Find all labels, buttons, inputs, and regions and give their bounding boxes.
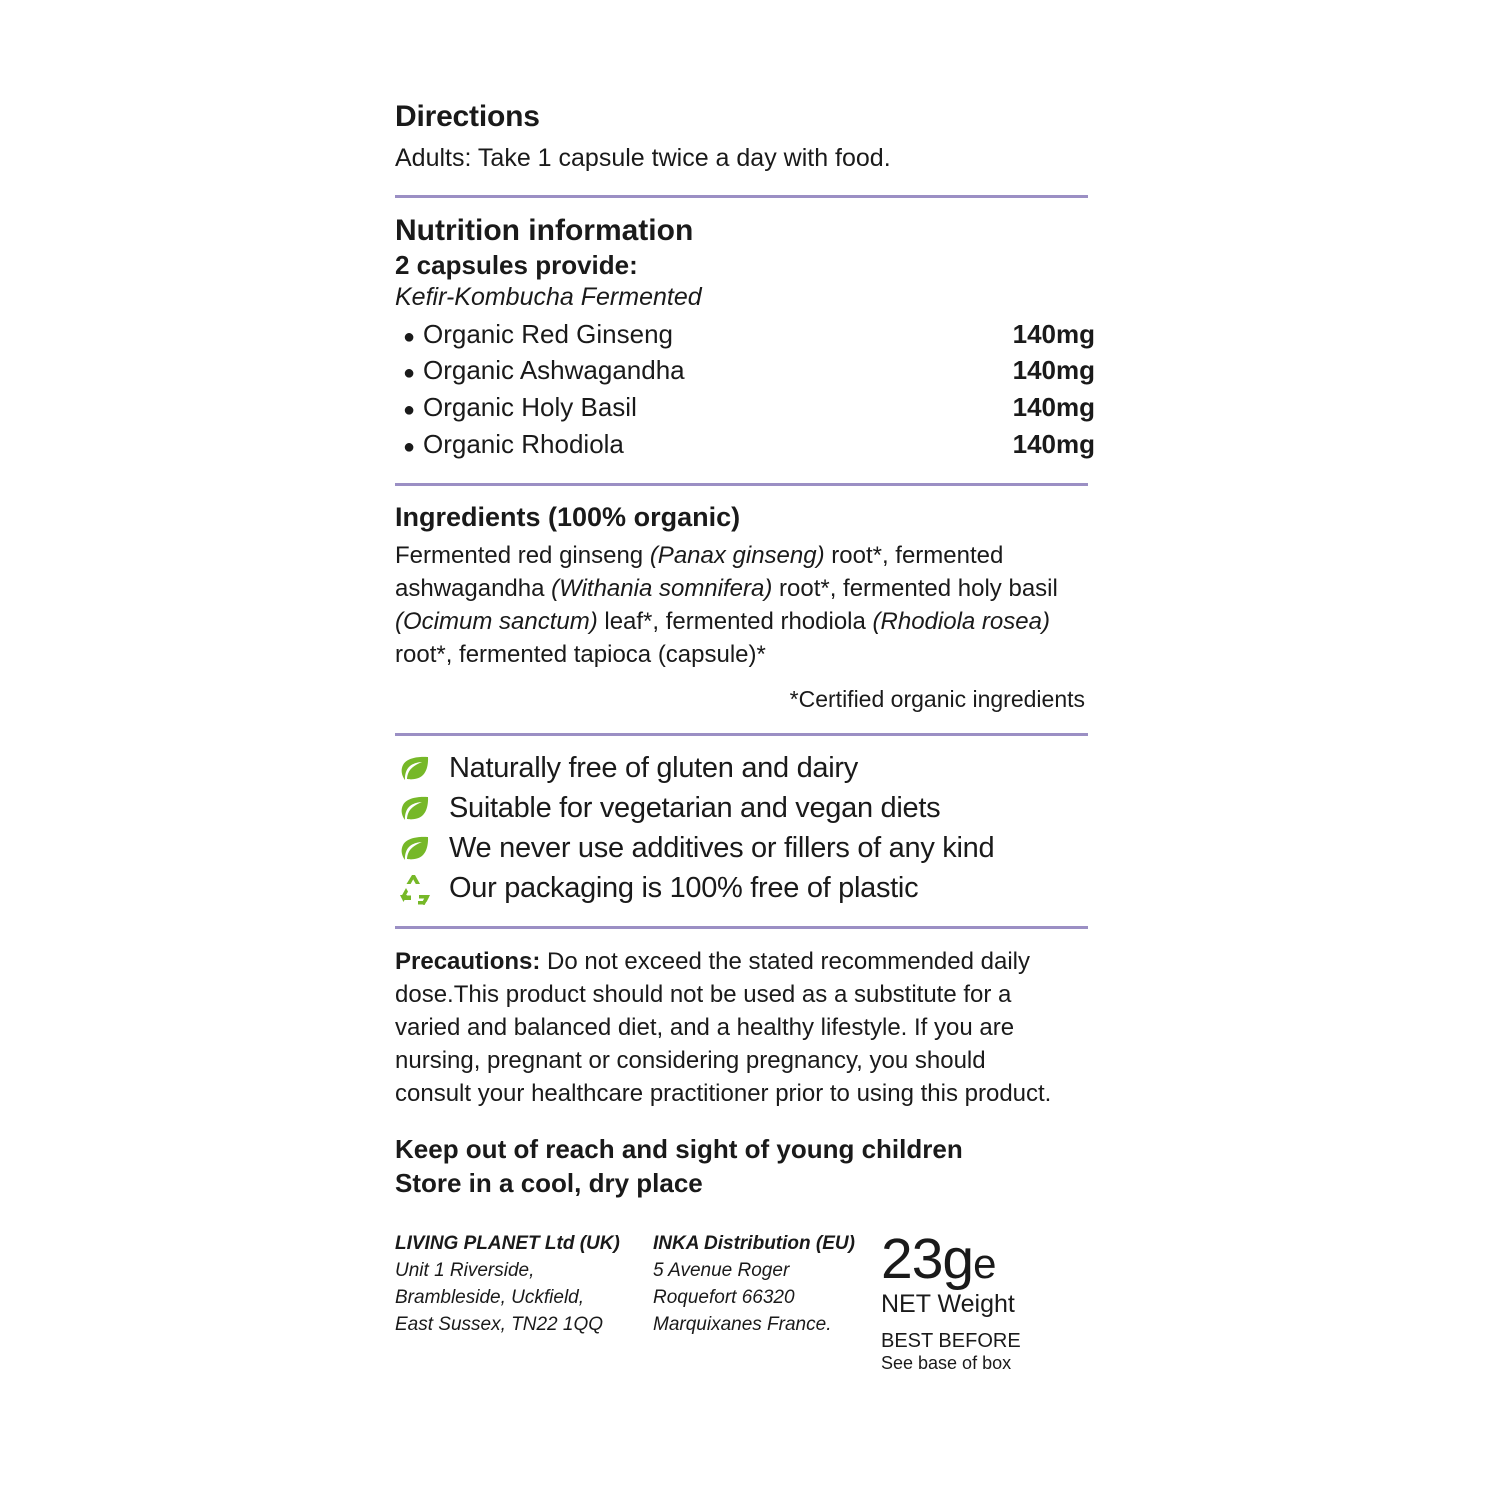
company-eu-line-2: Roquefort 66320: [653, 1286, 795, 1308]
divider-1: [395, 195, 1088, 198]
company-uk-line-2: Brambleside, Uckfield,: [395, 1286, 585, 1308]
list-item: [395, 792, 1095, 826]
nutrient-amount: 140mg: [1012, 429, 1095, 460]
nutrient-name: Organic Rhodiola: [423, 429, 624, 460]
list-item: [395, 752, 1095, 786]
table-row: [395, 426, 1095, 463]
best-before-note: See base of box: [881, 1352, 1012, 1373]
company-uk: [395, 1231, 653, 1375]
bullet-icon: ●: [402, 436, 416, 459]
species-name: (Withania somnifera): [551, 575, 773, 603]
table-row: [395, 389, 1095, 426]
ingredient-text: root*, fermented tapioca (capsule)*: [395, 641, 766, 669]
net-weight-label: NET Weight: [881, 1289, 1015, 1318]
directions-text: Adults: Take 1 capsule twice a day with food.: [395, 144, 891, 172]
company-eu: [653, 1231, 873, 1375]
nutrient-name: Organic Ashwagandha: [423, 355, 685, 386]
ingredient-text: root*, fermented holy basil: [772, 575, 1058, 603]
divider-3: [395, 733, 1088, 736]
bullet-icon: ●: [402, 399, 416, 422]
directions-heading: Directions: [395, 100, 540, 133]
nutrition-heading: Nutrition information: [395, 213, 694, 247]
species-name: (Rhodiola rosea): [872, 608, 1050, 636]
keep-out-line-1: Keep out of reach and sight of young children: [395, 1134, 963, 1165]
claims-list: [395, 752, 1095, 906]
keep-out-of-reach: [395, 1132, 1095, 1201]
list-item: [395, 832, 1095, 866]
precautions-text: Do not exceed the stated recommended daily dose.This product should not be used as a substitute for a varied and balanced diet, and a healthy lifestyle. If you are nursing, pregnant or considering pregnancy, you should consult your healthcare practitioner prior to using this product.: [395, 947, 1052, 1107]
company-uk-line-1: Unit 1 Riverside,: [395, 1259, 535, 1281]
claim-text: We never use additives or fillers of any kind: [449, 832, 995, 865]
ingredients-heading: Ingredients (100% organic): [395, 502, 741, 533]
divider-4: [395, 926, 1088, 929]
table-row: [395, 316, 1095, 353]
nutrient-amount: 140mg: [1012, 392, 1095, 423]
storage-line: Store in a cool, dry place: [395, 1168, 703, 1199]
supplement-label: [395, 100, 1095, 1374]
bullet-icon: ●: [402, 362, 416, 385]
species-name: (Ocimum sanctum): [395, 608, 598, 636]
nutrition-serving: 2 capsules provide:: [395, 249, 638, 280]
table-row: [395, 352, 1095, 389]
ingredient-text: root*, fermented ashwagandha: [395, 542, 1004, 603]
species-name: (Panax ginseng): [649, 542, 825, 570]
net-weight-block: [873, 1226, 1088, 1375]
nutrient-amount: 140mg: [1012, 318, 1095, 349]
company-uk-line-3: East Sussex, TN22 1QQ: [395, 1313, 604, 1335]
net-weight-value: [881, 1226, 1088, 1291]
divider-2: [395, 483, 1088, 486]
nutrition-table: [395, 316, 1095, 464]
company-eu-line-3: Marquixanes France.: [653, 1313, 832, 1335]
list-item: [395, 872, 1095, 906]
precautions-label: Precautions:: [395, 947, 541, 975]
nutrient-amount: 140mg: [1012, 355, 1095, 386]
ingredient-text: leaf*, fermented rhodiola: [597, 608, 873, 636]
footer: [395, 1226, 1095, 1375]
recycle-icon: [395, 872, 435, 906]
leaf-icon: [395, 832, 435, 866]
ingredient-text: Fermented red ginseng: [395, 542, 650, 570]
best-before: [881, 1329, 1088, 1375]
certified-organic-note: *Certified organic ingredients: [789, 685, 1085, 712]
estimated-sign-icon: e: [973, 1239, 996, 1287]
nutrient-name: Organic Holy Basil: [423, 392, 637, 423]
nutrition-note: Kefir-Kombucha Fermented: [395, 282, 702, 311]
claim-text: Naturally free of gluten and dairy: [449, 752, 858, 785]
company-eu-name: INKA Distribution (EU): [653, 1232, 855, 1254]
company-uk-name: LIVING PLANET Ltd (UK): [395, 1232, 620, 1254]
leaf-icon: [395, 752, 435, 786]
company-eu-line-1: 5 Avenue Roger: [653, 1259, 790, 1281]
leaf-icon: [395, 792, 435, 826]
precautions: [395, 945, 1055, 1111]
bullet-icon: ●: [402, 325, 416, 348]
best-before-label: BEST BEFORE: [881, 1329, 1021, 1352]
net-weight-number: 23g: [881, 1226, 974, 1291]
claim-text: Our packaging is 100% free of plastic: [449, 872, 919, 905]
nutrient-name: Organic Red Ginseng: [423, 318, 674, 349]
claim-text: Suitable for vegetarian and vegan diets: [449, 792, 941, 825]
ingredients-text: [395, 539, 1085, 671]
